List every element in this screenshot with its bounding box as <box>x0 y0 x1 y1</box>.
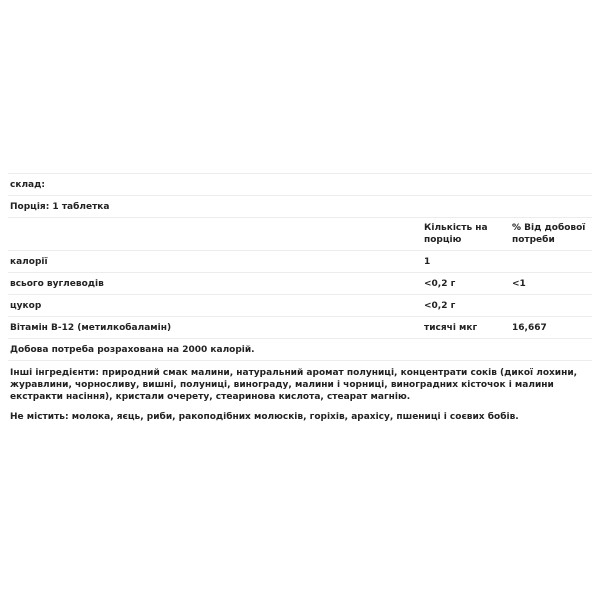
nutrient-amount: 1 <box>424 256 431 267</box>
daily-value-footnote: Добова потреба розрахована на 2000 калорій. <box>10 344 255 355</box>
composition-title: склад: <box>10 179 45 190</box>
nutrient-name: калорії <box>10 256 48 267</box>
serving-row <box>8 195 592 217</box>
nutrient-daily-value: <1 <box>512 278 526 289</box>
daily-value-header: % Від добової потреби <box>512 223 586 245</box>
supplement-facts-table <box>8 173 592 361</box>
nutrient-name: Вітамін B-12 (метилкобаламін) <box>10 322 172 333</box>
table-row <box>8 294 592 316</box>
table-row <box>8 316 592 338</box>
amount-header: Кількість на порцію <box>424 223 488 245</box>
nutrient-amount: <0,2 г <box>424 300 456 311</box>
table-row <box>8 272 592 294</box>
nutrient-amount: <0,2 г <box>424 278 456 289</box>
table-header-row <box>8 217 592 250</box>
nutrient-amount: тисячі мкг <box>424 322 478 333</box>
other-ingredients: Інші інгредієнти: природний смак малини, натуральний аромат полуниці, концентрати соків (дикої лохини, журавлини, чорносливу, вишні, полуниці, винограду, малини і чорниці, виноградних кісточок і малини екстракти насіння), кристали очерету, стеаринова кислота, стеарат магнію. <box>10 368 578 402</box>
nutrient-name: цукор <box>10 300 42 311</box>
nutrient-daily-value: 16,667 <box>512 322 547 333</box>
allergen-statement: Не містить: молока, яєць, риби, ракоподібних молюсків, горіхів, арахісу, пшениці і соєвих бобів. <box>10 412 519 422</box>
footnote-row <box>8 338 592 361</box>
composition-title-row <box>8 173 592 195</box>
table-row <box>8 250 592 272</box>
nutrient-name: всього вуглеводів <box>10 278 104 289</box>
serving-size: Порція: 1 таблетка <box>10 201 110 212</box>
